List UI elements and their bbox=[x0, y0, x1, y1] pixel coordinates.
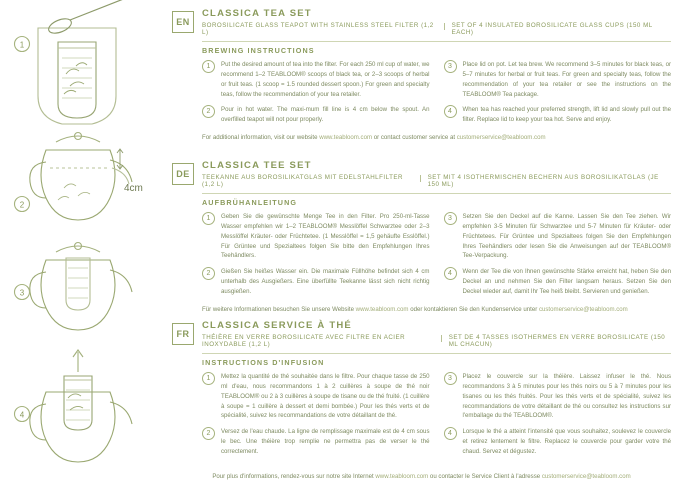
step-text: Place lid on pot. Let tea brew. We recommend 3–5 minutes for black teas, or 5–7 minutes for herbal or fruit teas. For green and specialty teas, follow the recommendation of your tea retailer or see the instructions on the TEABLOOM® Tea package. bbox=[462, 61, 671, 98]
step-item bbox=[202, 267, 430, 297]
email-link-fr[interactable]: customerservice@teabloom.com bbox=[541, 472, 631, 480]
step-number: 1 bbox=[202, 60, 215, 73]
product-title-fr: CLASSICA SERVICE À THÉ bbox=[202, 320, 352, 331]
step-number: 3 bbox=[444, 372, 457, 385]
svg-text:2: 2 bbox=[19, 200, 25, 210]
diagram-step-3 bbox=[15, 243, 133, 331]
svg-text:1: 1 bbox=[19, 40, 25, 50]
step-number: 3 bbox=[444, 212, 457, 225]
footer-middle-de: oder kontaktieren Sie den Kundenservice unter bbox=[408, 305, 539, 313]
footer-prefix-de: Für weitere Informationen besuchen Sie unsere Website bbox=[202, 305, 356, 313]
website-link-de[interactable]: www.teabloom.com bbox=[355, 305, 409, 313]
step-text: Versez de l'eau chaude. La ligne de remplissage maximale est de 4 cm sous le bec. Une théière trop remplie ne permettra pas de verser le thé correctement. bbox=[221, 428, 430, 456]
steps-fr bbox=[202, 372, 671, 463]
step-text: Pour in hot water. The maxi-mum fill line is 4 cm below the spout. An overfilled teapot will not pour properly. bbox=[221, 106, 430, 124]
footer-prefix-en: For additional information, visit our website bbox=[202, 134, 320, 142]
product-subtitle-de bbox=[202, 174, 671, 188]
svg-text:3: 3 bbox=[19, 288, 25, 298]
website-link-fr[interactable]: www.teabloom.com bbox=[375, 472, 429, 480]
step-text: Lorsque le thé a atteint l'intensité que vous souhaitez, soulevez le couvercle et retirez lentement le filtre. Replacez le couvercle pour garder votre thé chaud. Servez et dégustez. bbox=[462, 428, 671, 456]
section-heading-fr: INSTRUCTIONS D'INFUSION bbox=[202, 353, 671, 367]
step-text: Placez le couvercle sur la théière. Laissez infuser le thé. Nous recommandons 3 à 5 minutes pour les thés noirs ou 5 à 7 minutes pour les tisanes ou les thés fruités. Pour les thés verts et de spécialité, suivez les recommandations de votre détaillant de thé ou consultez les instructions sur l'emballage du thé TEABLOOM®. bbox=[462, 373, 671, 420]
step-item bbox=[202, 212, 430, 261]
step-number: 1 bbox=[202, 372, 215, 385]
language-tag-de: DE bbox=[172, 163, 194, 185]
step-number: 2 bbox=[202, 105, 215, 118]
product-subtitle-fr bbox=[202, 334, 671, 348]
step-item bbox=[202, 60, 430, 99]
steps-de bbox=[202, 212, 671, 303]
step-text: Put the desired amount of tea into the filter. For each 250 ml cup of water, we recommend 1–2 TEABLOOM® scoops of black tea, or 2–3 scoops of herbal or fruit teas. (1 scoop = 1.5 rounded dessert spoon.) For green and specialty teas, follow the recommendation of your tea retailer. bbox=[221, 61, 430, 98]
product-title-en: CLASSICA TEA SET bbox=[202, 8, 312, 19]
language-block-de bbox=[172, 160, 671, 318]
diagram-step-2 bbox=[15, 133, 133, 221]
footer-note-de bbox=[202, 305, 671, 315]
steps-en bbox=[202, 60, 671, 131]
step-number: 4 bbox=[444, 427, 457, 440]
website-link-en[interactable]: www.teabloom.com bbox=[319, 134, 373, 142]
subtitle-right-de: SET MIT 4 ISOTHERMISCHEN BECHERN AUS BOROSILIKATGLAS (JE 150 ML) bbox=[427, 174, 659, 188]
footer-middle-en: or contact customer service at bbox=[372, 134, 457, 142]
subtitle-divider bbox=[444, 23, 445, 30]
illustration-column bbox=[0, 0, 172, 470]
step-number: 2 bbox=[202, 427, 215, 440]
step-text: Geben Sie die gewünschte Menge Tee in den Filter. Pro 250-ml-Tasse Wasser empfehlen wir 1–2 TEABLOOM® Messlöffel Schwarztee oder 2–3 Messlöffel Kräuter- oder Früchtetee. (1 Messlöffel = 1,5 gehäufte Esslöffel.) Für Grüntee und Spezialtees folgen Sie bitte den Empfehlungen Ihres Teehändlers. bbox=[221, 213, 430, 260]
footer-note-fr bbox=[172, 473, 671, 480]
diagram-step-4 bbox=[15, 350, 133, 462]
step-item bbox=[202, 372, 430, 421]
product-title-de: CLASSICA TEE SET bbox=[202, 160, 312, 171]
email-link-de[interactable]: customerservice@teabloom.com bbox=[538, 305, 628, 313]
section-heading-de: AUFBRÜHANLEITUNG bbox=[202, 193, 671, 207]
product-subtitle-en bbox=[202, 22, 671, 36]
step-item bbox=[444, 212, 672, 261]
step-number: 3 bbox=[444, 60, 457, 73]
step-number: 4 bbox=[444, 105, 457, 118]
instructions-column bbox=[172, 0, 679, 480]
svg-text:4: 4 bbox=[19, 410, 25, 420]
step-number: 1 bbox=[202, 212, 215, 225]
section-heading-en: BREWING INSTRUCTIONS bbox=[202, 41, 671, 55]
language-tag-en: EN bbox=[172, 11, 194, 33]
step-text: Gießen Sie heißes Wasser ein. Die maximale Füllhöhe befindet sich 4 cm unterhalb des Ausgießers. Eine überfüllte Teekanne lässt sich nicht richtig ausgießen. bbox=[221, 268, 430, 296]
step-item bbox=[202, 105, 430, 125]
subtitle-left-en: BOROSILICATE GLASS TEAPOT WITH STAINLESS STEEL FILTER (1,2 L) bbox=[202, 22, 434, 36]
step-item bbox=[202, 427, 430, 457]
language-block-en bbox=[172, 8, 671, 158]
step-text: When tea has reached your preferred strength, lift lid and slowly pull out the filter. Replace lid to keep your tea hot. Serve and enjoy. bbox=[462, 106, 671, 124]
step-item bbox=[444, 267, 672, 297]
subtitle-left-de: TEEKANNE AUS BOROSILIKATGLAS MIT EDELSTAHLFILTER (1,2 L) bbox=[202, 174, 403, 188]
step-item bbox=[444, 60, 672, 99]
footer-middle-fr: ou contacter le Service Client à l'adresse bbox=[428, 472, 542, 480]
step-item bbox=[444, 427, 672, 457]
step-text: Setzen Sie den Deckel auf die Kanne. Lassen Sie den Tee ziehen. Wir empfehlen 3-5 Minuten für Schwarztee und 5-7 Minuten für Kräuter- oder Früchtetees. Für Grüntee und Spezialtees folgen Sie den Empfehlungen Ihres Teehändlers oder lesen Sie die Anweisungen auf der TEABLOOM® Tee-Verpackung. bbox=[462, 213, 671, 260]
step-number: 4 bbox=[444, 267, 457, 280]
language-block-fr bbox=[172, 320, 671, 480]
teapot-diagram bbox=[0, 0, 172, 470]
footer-prefix-fr: Pour plus d'informations, rendez-vous sur notre site Internet bbox=[212, 472, 376, 480]
email-link-en[interactable]: customerservice@teabloom.com bbox=[456, 134, 546, 142]
subtitle-right-en: SET OF 4 INSULATED BOROSILICATE GLASS CUPS (150 ML EACH) bbox=[451, 22, 653, 36]
measurement-label: 4cm bbox=[124, 183, 143, 194]
step-item bbox=[444, 105, 672, 125]
step-text: Wenn der Tee die von Ihnen gewünschte Stärke erreicht hat, heben Sie den Deckel an und nehmen Sie den Filter langsam heraus. Setzen Sie den Deckel wieder auf, damit Ihr Tee heiß bleibt. Servieren und genießen. bbox=[462, 268, 671, 296]
diagram-step-1 bbox=[15, 0, 127, 124]
footer-note-en bbox=[202, 133, 671, 143]
subtitle-divider bbox=[420, 175, 421, 182]
subtitle-left-fr: THÉIÈRE EN VERRE BOROSILICATE AVEC FILTRE EN ACIER INOXYDABLE (1,2 L) bbox=[202, 334, 406, 348]
step-text: Mettez la quantité de thé souhaitée dans le filtre. Pour chaque tasse de 250 ml d'eau, nous recommandons 1 à 2 cuillères à soupe de thé noir TEABLOOM® ou 2 à 3 cuillères à soupe de tisane ou de thé fruité. (1 cuillère à soupe = 1 cuillère à dessert et demi bombée.) Pour les thés verts et de spécialité, suivez les recommandations de votre détaillant de thé. bbox=[221, 373, 430, 420]
language-tag-fr: FR bbox=[172, 323, 194, 345]
step-number: 2 bbox=[202, 267, 215, 280]
subtitle-right-fr: SET DE 4 TASSES ISOTHERMES EN VERRE BOROSILICATE (150 ML CHACUN) bbox=[448, 334, 666, 348]
step-item bbox=[444, 372, 672, 421]
subtitle-divider bbox=[441, 335, 442, 342]
